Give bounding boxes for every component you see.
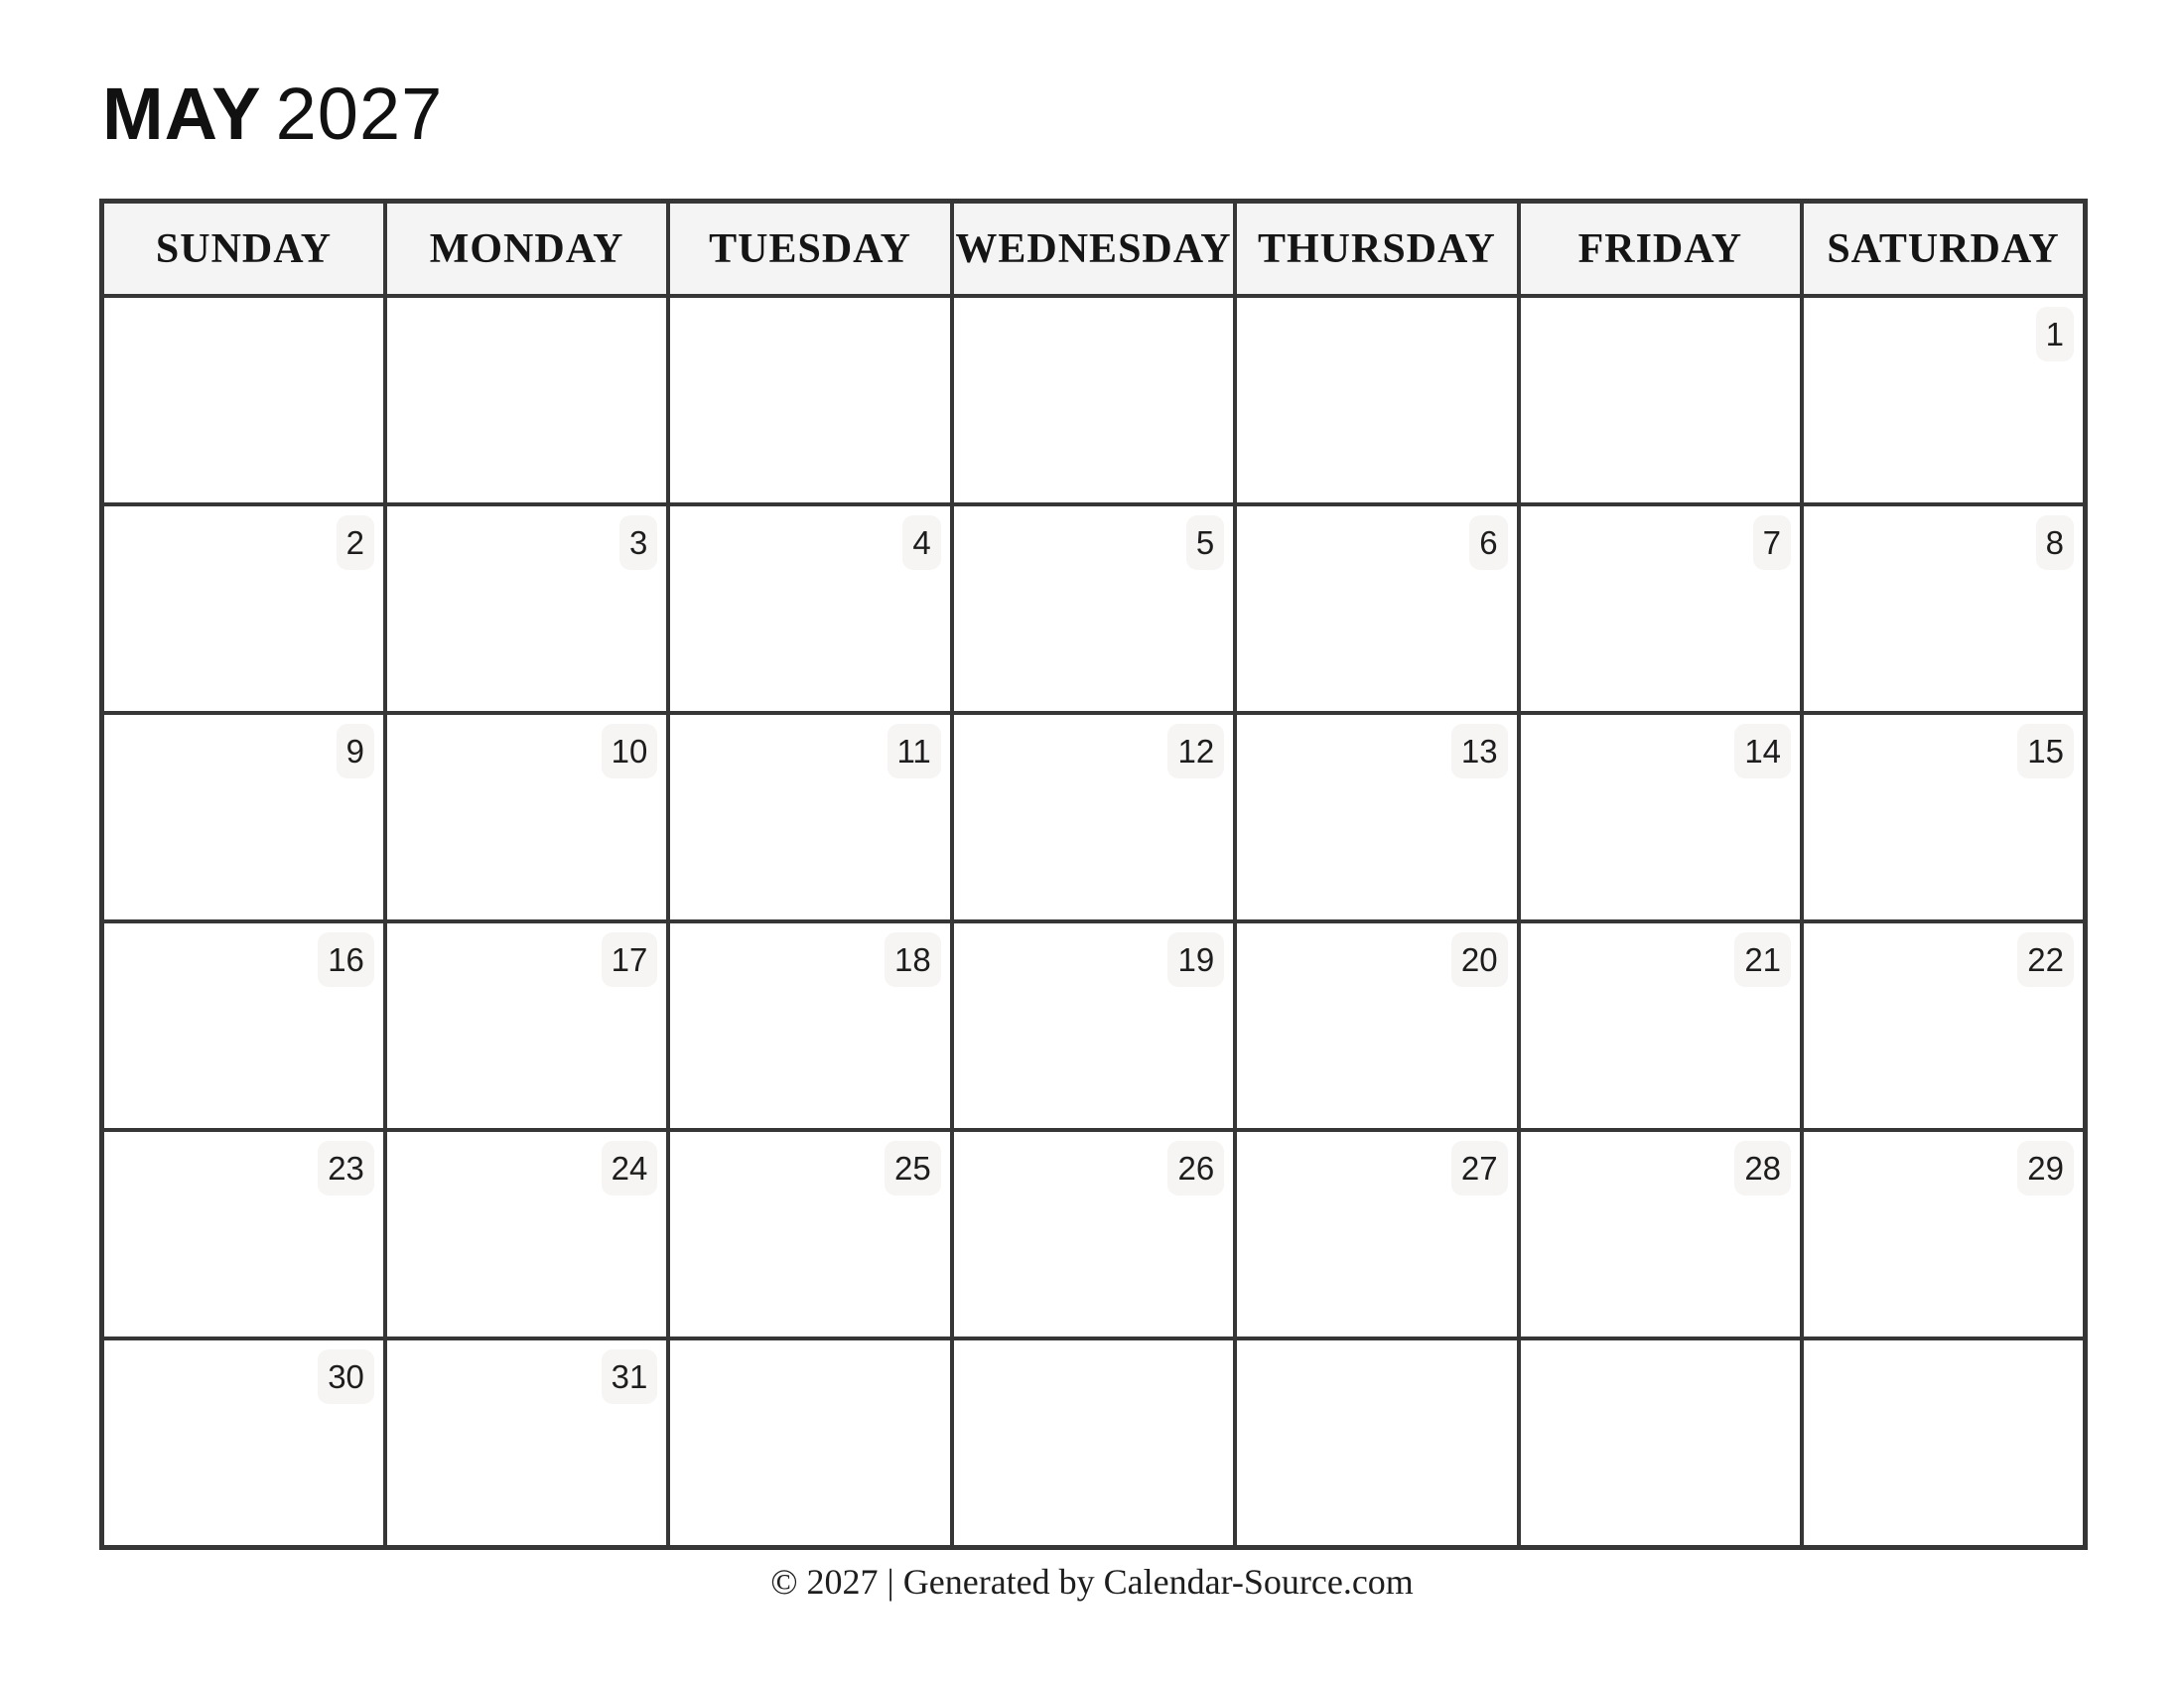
title-month: MAY [102,72,262,155]
calendar-header-row [102,202,2086,297]
day-cell [102,296,385,504]
day-number: 31 [602,1349,658,1404]
day-cell [1519,921,1802,1130]
page-title [102,72,444,155]
day-cell [1802,504,2085,713]
day-cell [102,1130,385,1338]
day-number: 3 [619,515,657,570]
day-number: 5 [1186,515,1224,570]
day-number: 14 [1734,724,1791,778]
day-number: 25 [885,1141,941,1196]
day-number: 21 [1734,932,1791,987]
day-number: 24 [602,1141,658,1196]
day-cell [668,713,951,921]
week-row-4 [102,921,2086,1130]
day-number: 30 [318,1349,374,1404]
weekday-header-saturday: SATURDAY [1802,202,2085,297]
day-number: 7 [1753,515,1791,570]
day-cell [385,1130,668,1338]
day-cell [1235,1338,1518,1548]
day-cell [668,921,951,1130]
day-number: 1 [2036,307,2074,361]
day-number: 4 [902,515,940,570]
day-number: 11 [887,724,941,778]
day-cell [1802,921,2085,1130]
day-cell [1235,713,1518,921]
day-number: 28 [1734,1141,1791,1196]
day-cell [1802,1338,2085,1548]
day-cell [952,296,1235,504]
day-cell [1802,713,2085,921]
day-cell [952,1130,1235,1338]
day-cell [1519,296,1802,504]
day-cell [385,296,668,504]
weekday-header-thursday: THURSDAY [1235,202,1518,297]
day-cell [1235,296,1518,504]
footer-credit: © 2027 | Generated by Calendar-Source.com [770,1562,1414,1602]
day-cell [952,921,1235,1130]
day-cell [1802,296,2085,504]
title-year: 2027 [275,72,444,155]
day-cell [1802,1130,2085,1338]
day-number: 2 [337,515,374,570]
week-row-2 [102,504,2086,713]
day-number: 8 [2036,515,2074,570]
day-cell [668,1130,951,1338]
day-cell [1519,1338,1802,1548]
weekday-header-monday: MONDAY [385,202,668,297]
day-number: 16 [318,932,374,987]
day-cell [952,713,1235,921]
day-cell [1519,1130,1802,1338]
day-number: 17 [602,932,658,987]
week-row-6 [102,1338,2086,1548]
day-cell [952,504,1235,713]
day-number: 22 [2017,932,2074,987]
day-number: 6 [1469,515,1507,570]
calendar-table [99,199,2088,1550]
day-number: 18 [885,932,941,987]
day-cell [1235,504,1518,713]
week-row-5 [102,1130,2086,1338]
day-cell [385,504,668,713]
weekday-header-wednesday: WEDNESDAY [952,202,1235,297]
day-cell [385,713,668,921]
day-number: 12 [1167,724,1224,778]
day-cell [668,504,951,713]
day-cell [668,1338,951,1548]
week-row-3 [102,713,2086,921]
day-cell [668,296,951,504]
day-number: 27 [1451,1141,1508,1196]
day-cell [102,1338,385,1548]
day-cell [1519,504,1802,713]
day-number: 10 [602,724,658,778]
day-number: 26 [1167,1141,1224,1196]
weekday-header-sunday: SUNDAY [102,202,385,297]
week-row-1 [102,296,2086,504]
day-cell [952,1338,1235,1548]
day-cell [1235,921,1518,1130]
day-cell [1235,1130,1518,1338]
day-number: 29 [2017,1141,2074,1196]
day-cell [385,1338,668,1548]
day-number: 15 [2017,724,2074,778]
day-number: 20 [1451,932,1508,987]
day-number: 9 [337,724,374,778]
day-number: 19 [1167,932,1224,987]
day-number: 23 [318,1141,374,1196]
day-cell [102,504,385,713]
day-cell [102,713,385,921]
day-cell [385,921,668,1130]
day-cell [102,921,385,1130]
weekday-header-tuesday: TUESDAY [668,202,951,297]
weekday-header-friday: FRIDAY [1519,202,1802,297]
day-number: 13 [1451,724,1508,778]
day-cell [1519,713,1802,921]
